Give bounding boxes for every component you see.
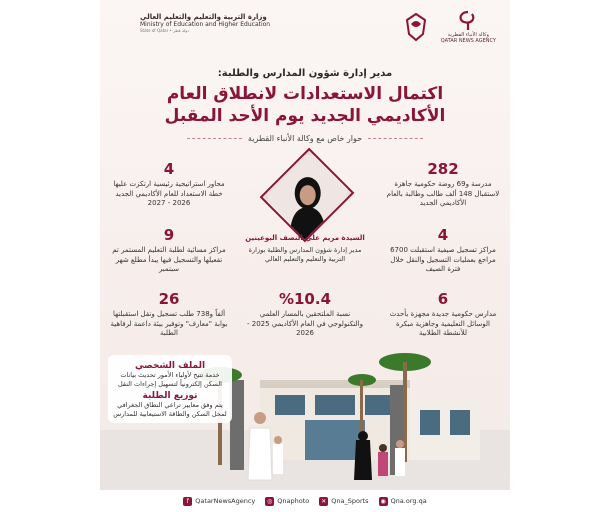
qna-name-ar: وكالة الأنباء القطرية — [447, 32, 489, 38]
stat-registration-centers — [384, 226, 502, 275]
divider — [187, 138, 242, 139]
stat-number: %10.4 — [278, 290, 332, 308]
portrait-frame — [260, 148, 355, 243]
stat-maarif-requests — [110, 290, 228, 339]
footer-agency-text: QatarNewsAgency — [195, 497, 256, 505]
stat-text: مراكز تسجيل صيفية استقبلت 6700 مراجع بعمليات التسجيل والنقل خلال فترة الصيف — [390, 246, 496, 273]
globe-icon: ◉ — [380, 497, 386, 505]
stat-text: مدرسة و69 روضة حكومية جاهزة لاستقبال 148 ألف طالب وطالبة بالعام الأكاديمي الجديد — [386, 180, 500, 207]
footer-sports-text: Qna_Sports — [331, 497, 369, 505]
stat-science-track — [246, 290, 364, 339]
social-icon: f — [183, 497, 192, 506]
footer-photo[interactable] — [265, 497, 309, 506]
stat-number: 26 — [158, 290, 180, 308]
ministry-logo — [140, 13, 285, 33]
stat-schools — [384, 160, 502, 209]
page-title-line2: الأكاديمي الجديد يوم الأحد المقبل — [164, 106, 446, 126]
ministry-state: State of Qatar • دولة قطر — [140, 28, 189, 33]
infographic-poster — [100, 0, 510, 512]
footer-web[interactable] — [379, 497, 427, 506]
info-text-profile: خدمة تتيح لأولياء الأمور تحديث بيانات السكن إلكترونياً لتسهيل إجراءات النقل — [118, 371, 222, 388]
interview-note — [100, 134, 510, 143]
divider — [368, 138, 423, 139]
header-logos — [403, 10, 496, 44]
stat-text: ألفاً و738 طلب تسجيل ونقل استقبلتها بوابة "معارف" وتوفير بيئة داعمة لرفاهية الطلبة — [110, 310, 228, 337]
person-name: السيدة مريم علي النصف البوعينين — [245, 234, 365, 242]
stat-text: مراكز مسائية لطلبة التعليم المستمر تم تفعيلها والتسجيل فيها يبدأ مطلع شهر سبتمبر — [112, 246, 226, 273]
ministry-name-en: Ministry of Education and Higher Education — [140, 21, 271, 28]
info-heading-profile: الملف الشخصي — [134, 361, 206, 371]
info-heading-distribution: توزيع الطلبة — [142, 391, 198, 401]
footer-bar — [100, 490, 510, 512]
stat-number: 4 — [163, 160, 175, 178]
portrait-image — [268, 155, 348, 239]
info-box — [108, 355, 232, 423]
stat-number: 4 — [437, 226, 449, 244]
person-role: مدير إدارة شؤون المدارس والطلبة بوزارة التربية والتعليم والتعليم العالي — [248, 246, 362, 263]
stat-text: محاور استراتيجية رئيسية ارتكزت عليها خطة الاستعداد للعام الأكاديمي الجديد 2026 - 2027 — [113, 180, 225, 207]
stat-text: مدارس حكومية جديدة مجهزة بأحدث الوسائل التعليمية وجاهزية مبكرة للأنشطة الطلابية — [389, 310, 497, 337]
info-text-distribution: يتم وفق معايير تراعي النطاق الجغرافي لمحل السكن والطاقة الاستيعابية للمدارس — [113, 401, 227, 418]
footer-photo-text: Qnaphoto — [277, 497, 310, 505]
stat-number: 9 — [163, 226, 175, 244]
instagram-icon: ◎ — [267, 497, 273, 505]
qna-name-en: QATAR NEWS AGENCY — [440, 38, 496, 44]
page-title-line1: اكتمال الاستعدادات لانطلاق العام — [166, 84, 444, 104]
interview-note-text: حوار خاص مع وكالة الأنباء القطرية — [247, 134, 363, 143]
ministry-name-ar: وزارة التربية والتعليم والتعليم العالي — [140, 13, 267, 21]
stat-number: 6 — [437, 290, 449, 308]
footer-web-text: Qna.org.qa — [390, 497, 427, 505]
footer-sports[interactable] — [319, 497, 368, 506]
footer-agency[interactable] — [183, 497, 255, 506]
stat-strategic-axes — [110, 160, 228, 209]
x-icon: ✕ — [321, 497, 327, 505]
stat-number: 282 — [427, 160, 459, 178]
qatar-emblem-icon — [403, 12, 429, 42]
qna-logo — [441, 10, 496, 44]
stat-text: نسبة الملتحقين بالمسار العلمي والتكنولوجي في العام الأكاديمي 2025 - 2026 — [246, 310, 364, 337]
stat-new-schools — [384, 290, 502, 339]
page-subtitle: مدير إدارة شؤون المدارس والطلبة: — [217, 68, 393, 79]
stat-evening-centers — [110, 226, 228, 275]
